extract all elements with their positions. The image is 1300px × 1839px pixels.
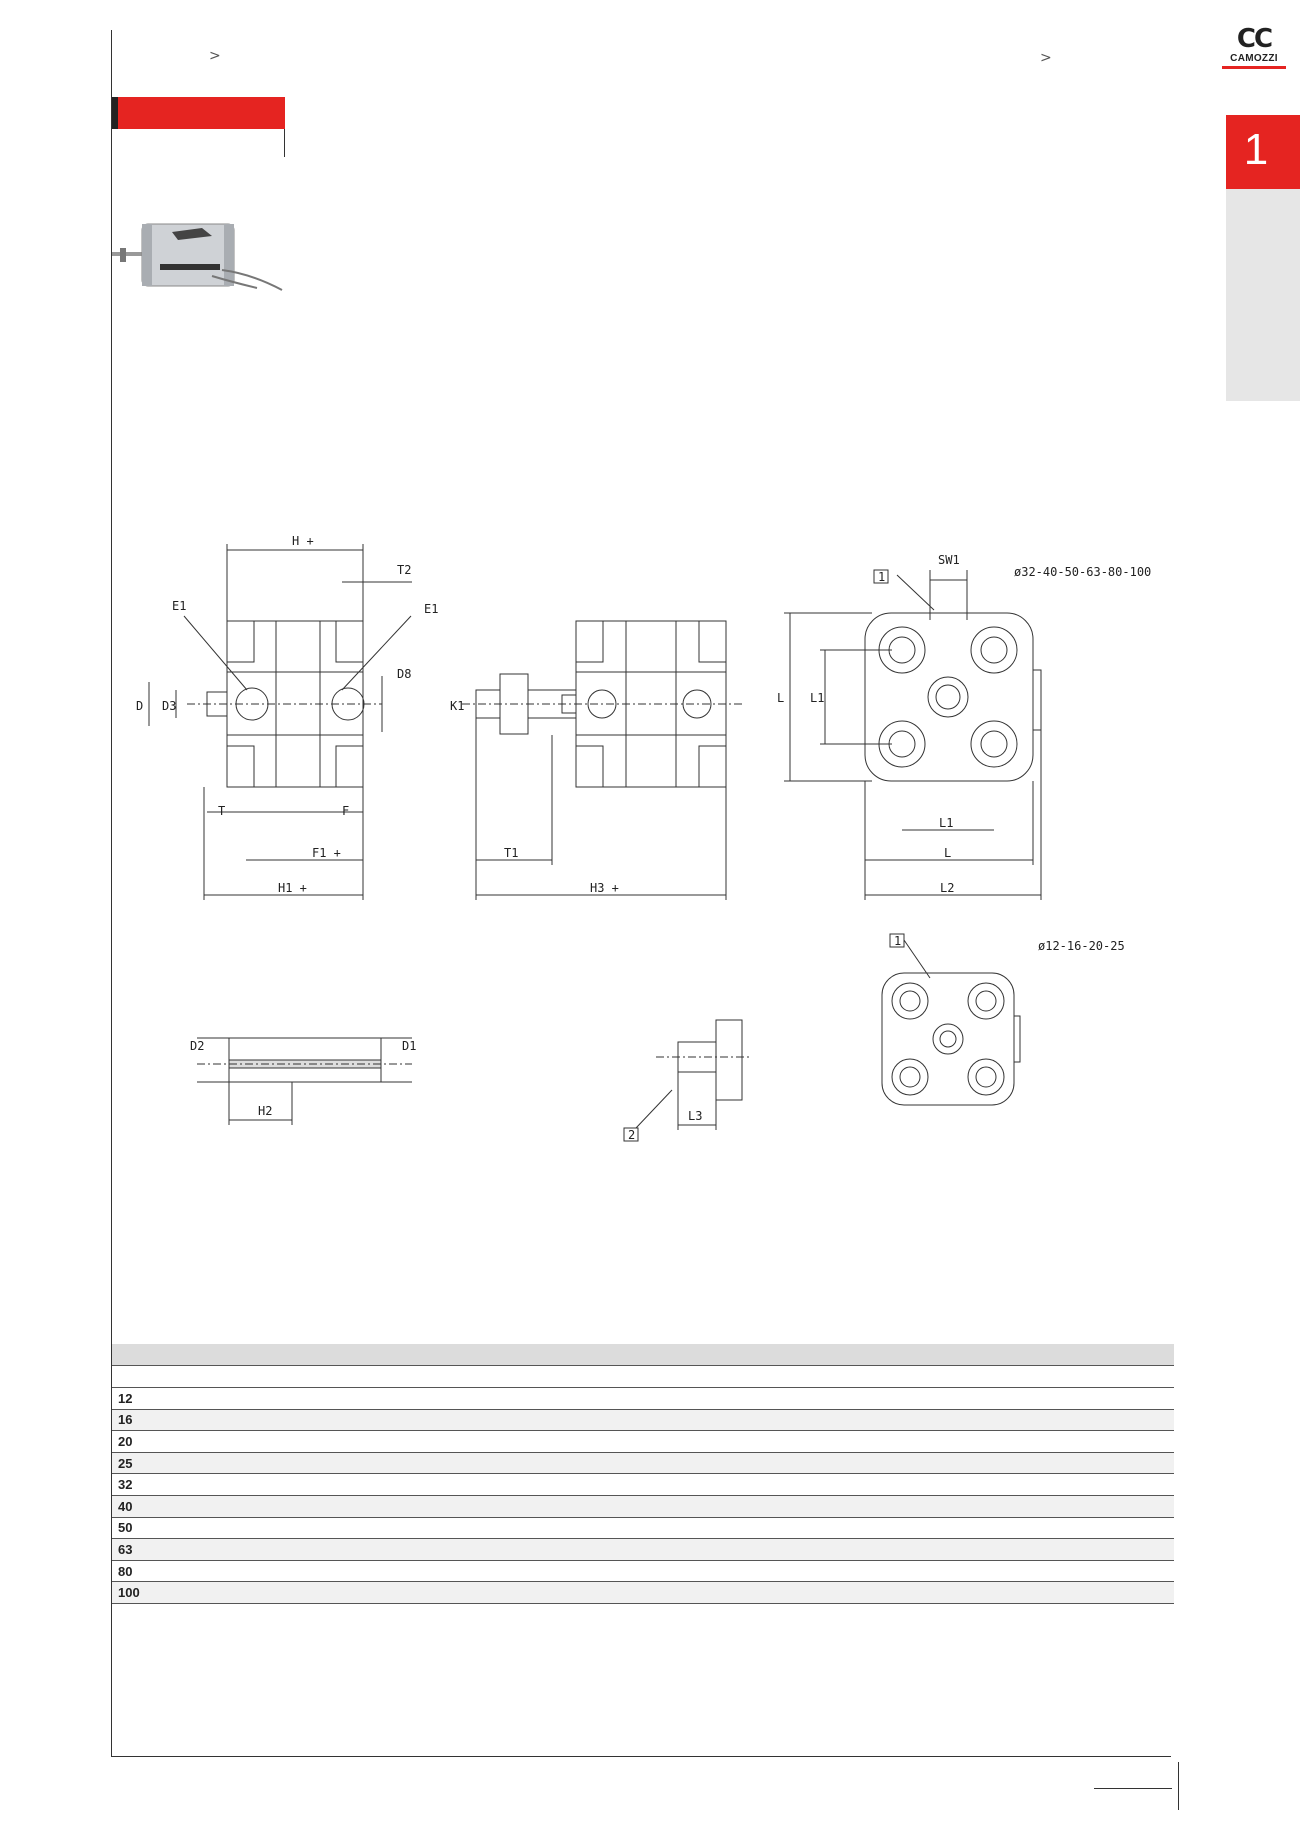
breadcrumb-separator-left: > [209,48,221,64]
label-k1: K1 [450,699,465,713]
table-row [112,1431,1174,1453]
end-view-large-labels [777,553,1151,895]
label-h1: H1 + [278,881,307,895]
table-row [112,1582,1174,1604]
camozzi-logo [1222,26,1286,74]
end-view-small-labels [894,934,1125,953]
bore-cell: 20 [112,1431,1174,1453]
table-subheader-row [112,1366,1174,1388]
callout-1: 1 [878,570,886,584]
label-l3: L3 [688,1109,703,1123]
chapter-tab[interactable] [1226,115,1300,189]
rod-view-labels [450,699,619,895]
label-f: F [342,804,350,818]
bore-cell: 32 [112,1474,1174,1496]
label-l: L [944,846,952,860]
product-photo [112,218,287,298]
label-f1: F1 + [312,846,341,860]
table-row [112,1452,1174,1474]
bore-cell: 25 [112,1452,1174,1474]
table-row [112,1560,1174,1582]
label-sw1: SW1 [938,553,960,567]
label-h: H + [292,534,314,548]
callout-1-small: 1 [894,934,902,948]
label-e1-right: E1 [424,602,439,616]
bore-cell: 80 [112,1560,1174,1582]
label-l-vertical: L [777,691,785,705]
table-header-row [112,1344,1174,1366]
section-title-bar [112,97,285,129]
label-d3: D3 [162,699,177,713]
footer-line [1094,1788,1172,1789]
mounting-section-through [197,1038,412,1125]
bottom-border [111,1756,1171,1757]
table-row [112,1517,1174,1539]
breadcrumb-separator-right: > [1040,50,1052,66]
table-row [112,1388,1174,1410]
label-t2: T2 [397,563,412,577]
logo-wordmark: CAMOZZI [1230,53,1278,64]
table-row [112,1409,1174,1431]
label-d1: D1 [402,1039,417,1053]
label-d: D [136,699,144,713]
bore-cell: 50 [112,1517,1174,1539]
label-l1: L1 [939,816,954,830]
chapter-tab-panel [1226,189,1300,401]
label-l1-vertical: L1 [810,691,825,705]
label-e1-left: E1 [172,599,187,613]
table-row [112,1474,1174,1496]
label-d2: D2 [190,1039,205,1053]
bore-cell: 63 [112,1539,1174,1561]
front-view-labels [136,534,438,895]
mounting-section-through-labels [190,1039,416,1118]
table-row [112,1539,1174,1561]
bore-cell: 12 [112,1388,1174,1410]
logo-mark: CC [1236,24,1272,54]
bore-cell: 16 [112,1409,1174,1431]
bore-cell: 40 [112,1495,1174,1517]
label-d8: D8 [397,667,412,681]
label-l2: L2 [940,881,955,895]
label-t1: T1 [504,846,519,860]
table-row [112,1495,1174,1517]
note-large-bore: ø32-40-50-63-80-100 [1014,565,1152,579]
label-h3: H3 + [590,881,619,895]
bore-cell: 100 [112,1582,1174,1604]
end-view-large [784,570,1041,900]
callout-2: 2 [628,1128,636,1142]
front-view [149,544,412,900]
note-small-bore: ø12-16-20-25 [1038,939,1125,953]
technical-drawing [112,530,1192,1150]
chapter-number: 1 [1243,125,1269,174]
end-view-small [882,934,1020,1105]
dimensions-table [112,1344,1174,1604]
label-t: T [218,804,226,818]
label-h2: H2 [258,1104,273,1118]
footer-divider [1178,1762,1179,1810]
